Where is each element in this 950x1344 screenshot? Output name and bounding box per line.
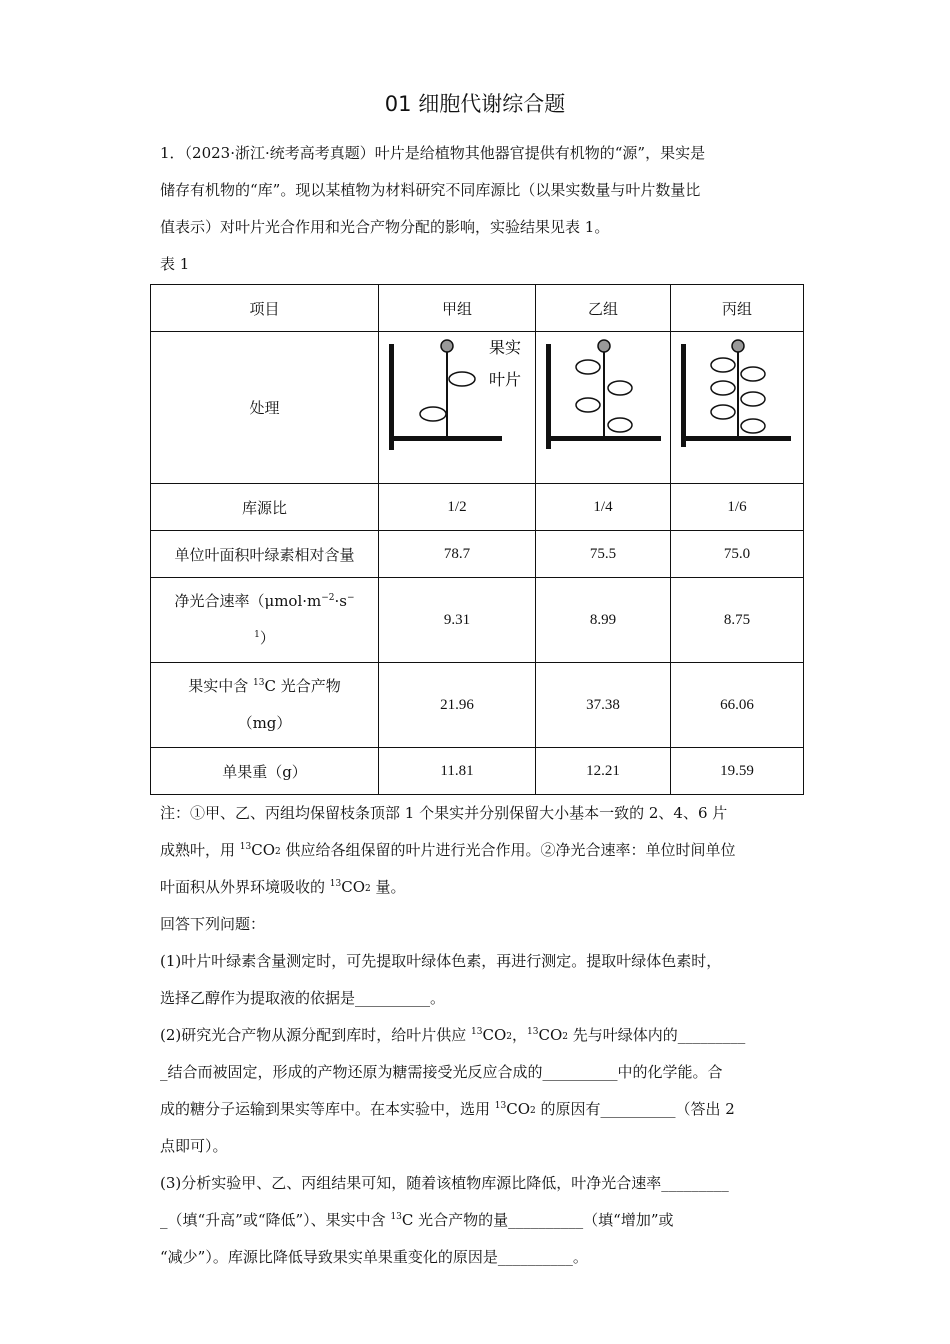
subquestion-2-line-3: 成的糖分子运输到果实等库中。在本实验中，选用 $^{13}CO_2$ 的原因有__________（答出 2 <box>160 1100 735 1118</box>
treatment-figure-a <box>379 332 536 484</box>
row-label: 单位叶面积叶绿素相对含量 <box>151 531 379 578</box>
leaf-label: 叶片 <box>489 370 522 389</box>
cell-value: 37.38 <box>536 663 671 748</box>
doc-title: 01 细胞代谢综合题 <box>384 92 566 116</box>
table-row-fruit-13c <box>151 663 804 748</box>
note-line-2: 成熟叶，用 $^{13}CO_2$ 供应给各组保留的叶片进行光合作用。②净光合速率：单位时间单位 <box>160 841 736 859</box>
cell-value: 75.0 <box>671 531 804 578</box>
treatment-figure-b <box>536 332 671 484</box>
row-label: 库源比 <box>151 484 379 531</box>
cell-value: 21.96 <box>379 663 536 748</box>
cell-value: 8.75 <box>671 578 804 663</box>
subquestion-1-line-2: 选择乙醇作为提取液的依据是__________。 <box>160 989 446 1007</box>
treatment-label: 处理 <box>151 332 379 484</box>
results-table <box>150 284 804 795</box>
table-row-chlorophyll <box>151 531 804 578</box>
note-line-1: 注：①甲、乙、丙组均保留枝条顶部 1 个果实并分别保留大小基本一致的 2、4、6 片 <box>160 804 728 822</box>
cell-value: 11.81 <box>379 748 536 795</box>
subquestion-2-line-1: (2)研究光合产物从源分配到库时，给叶片供应 $^{13}CO_2$，$^{13}CO_2$ 先与叶绿体内的_________ <box>160 1026 746 1044</box>
subquestion-2-line-4: 点即可）。 <box>160 1137 228 1155</box>
cell-value: 1/2 <box>379 484 536 531</box>
table-header-row <box>151 285 804 332</box>
cell-value: 66.06 <box>671 663 804 748</box>
row-label: 净光合速率（$\mu mol\cdot m^{-2}\cdot s^-$ $^1$） <box>151 578 379 663</box>
cell-value: 9.31 <box>379 578 536 663</box>
cell-value: 1/4 <box>536 484 671 531</box>
cell-value: 75.5 <box>536 531 671 578</box>
table-row-treatment <box>151 332 804 484</box>
table-row-net-photosynthesis <box>151 578 804 663</box>
q1-line-1: 1．（2023·浙江·统考高考真题）叶片是给植物其他器官提供有机物的“源”，果实是 <box>160 144 706 162</box>
header-group-a: 甲组 <box>379 285 536 332</box>
treatment-figure-c <box>671 332 804 484</box>
cell-value: 19.59 <box>671 748 804 795</box>
subquestion-3-line-2: _（填“升高”或“降低”）、果实中含 $^{13}$C 光合产物的量__________（填“增加”或 <box>160 1211 674 1229</box>
plant-diagram-2-leaves <box>379 332 535 479</box>
note-line-3: 叶面积从外界环境吸收的 $^{13}CO_2$ 量。 <box>160 878 406 896</box>
answer-prompt: 回答下列问题： <box>160 915 266 933</box>
cell-value: 12.21 <box>536 748 671 795</box>
plant-diagram-4-leaves <box>536 332 670 479</box>
table-caption: 表 1 <box>160 255 190 273</box>
header-item: 项目 <box>151 285 379 332</box>
header-group-c: 丙组 <box>671 285 804 332</box>
plant-diagram-6-leaves <box>671 332 803 479</box>
table-row-fruit-weight <box>151 748 804 795</box>
question-1-stem <box>160 135 790 283</box>
header-group-b: 乙组 <box>536 285 671 332</box>
row-label: 单果重（g） <box>151 748 379 795</box>
notes-and-questions <box>160 795 790 1276</box>
cell-value: 78.7 <box>379 531 536 578</box>
table-row-sink-source-ratio <box>151 484 804 531</box>
cell-value: 1/6 <box>671 484 804 531</box>
subquestion-1-line-1: (1)叶片叶绿素含量测定时，可先提取叶绿体色素，再进行测定。提取叶绿体色素时， <box>160 952 722 970</box>
row-label: 果实中含 $^{13}$C 光合产物 （mg） <box>151 663 379 748</box>
q1-line-3: 值表示）对叶片光合作用和光合产物分配的影响，实验结果见表 1。 <box>160 218 610 236</box>
fruit-label: 果实 <box>489 338 522 357</box>
q1-line-2: 储存有机物的“库”。现以某植物为材料研究不同库源比（以果实数量与叶片数量比 <box>160 181 701 199</box>
subquestion-3-line-1: (3)分析实验甲、乙、丙组结果可知，随着该植物库源比降低，叶净光合速率_________ <box>160 1174 729 1192</box>
cell-value: 8.99 <box>536 578 671 663</box>
subquestion-3-line-3: “减少”）。库源比降低导致果实单果重变化的原因是__________。 <box>160 1248 588 1266</box>
subquestion-2-line-2: _结合而被固定，形成的产物还原为糖需接受光反应合成的__________中的化学能。合 <box>160 1063 723 1081</box>
